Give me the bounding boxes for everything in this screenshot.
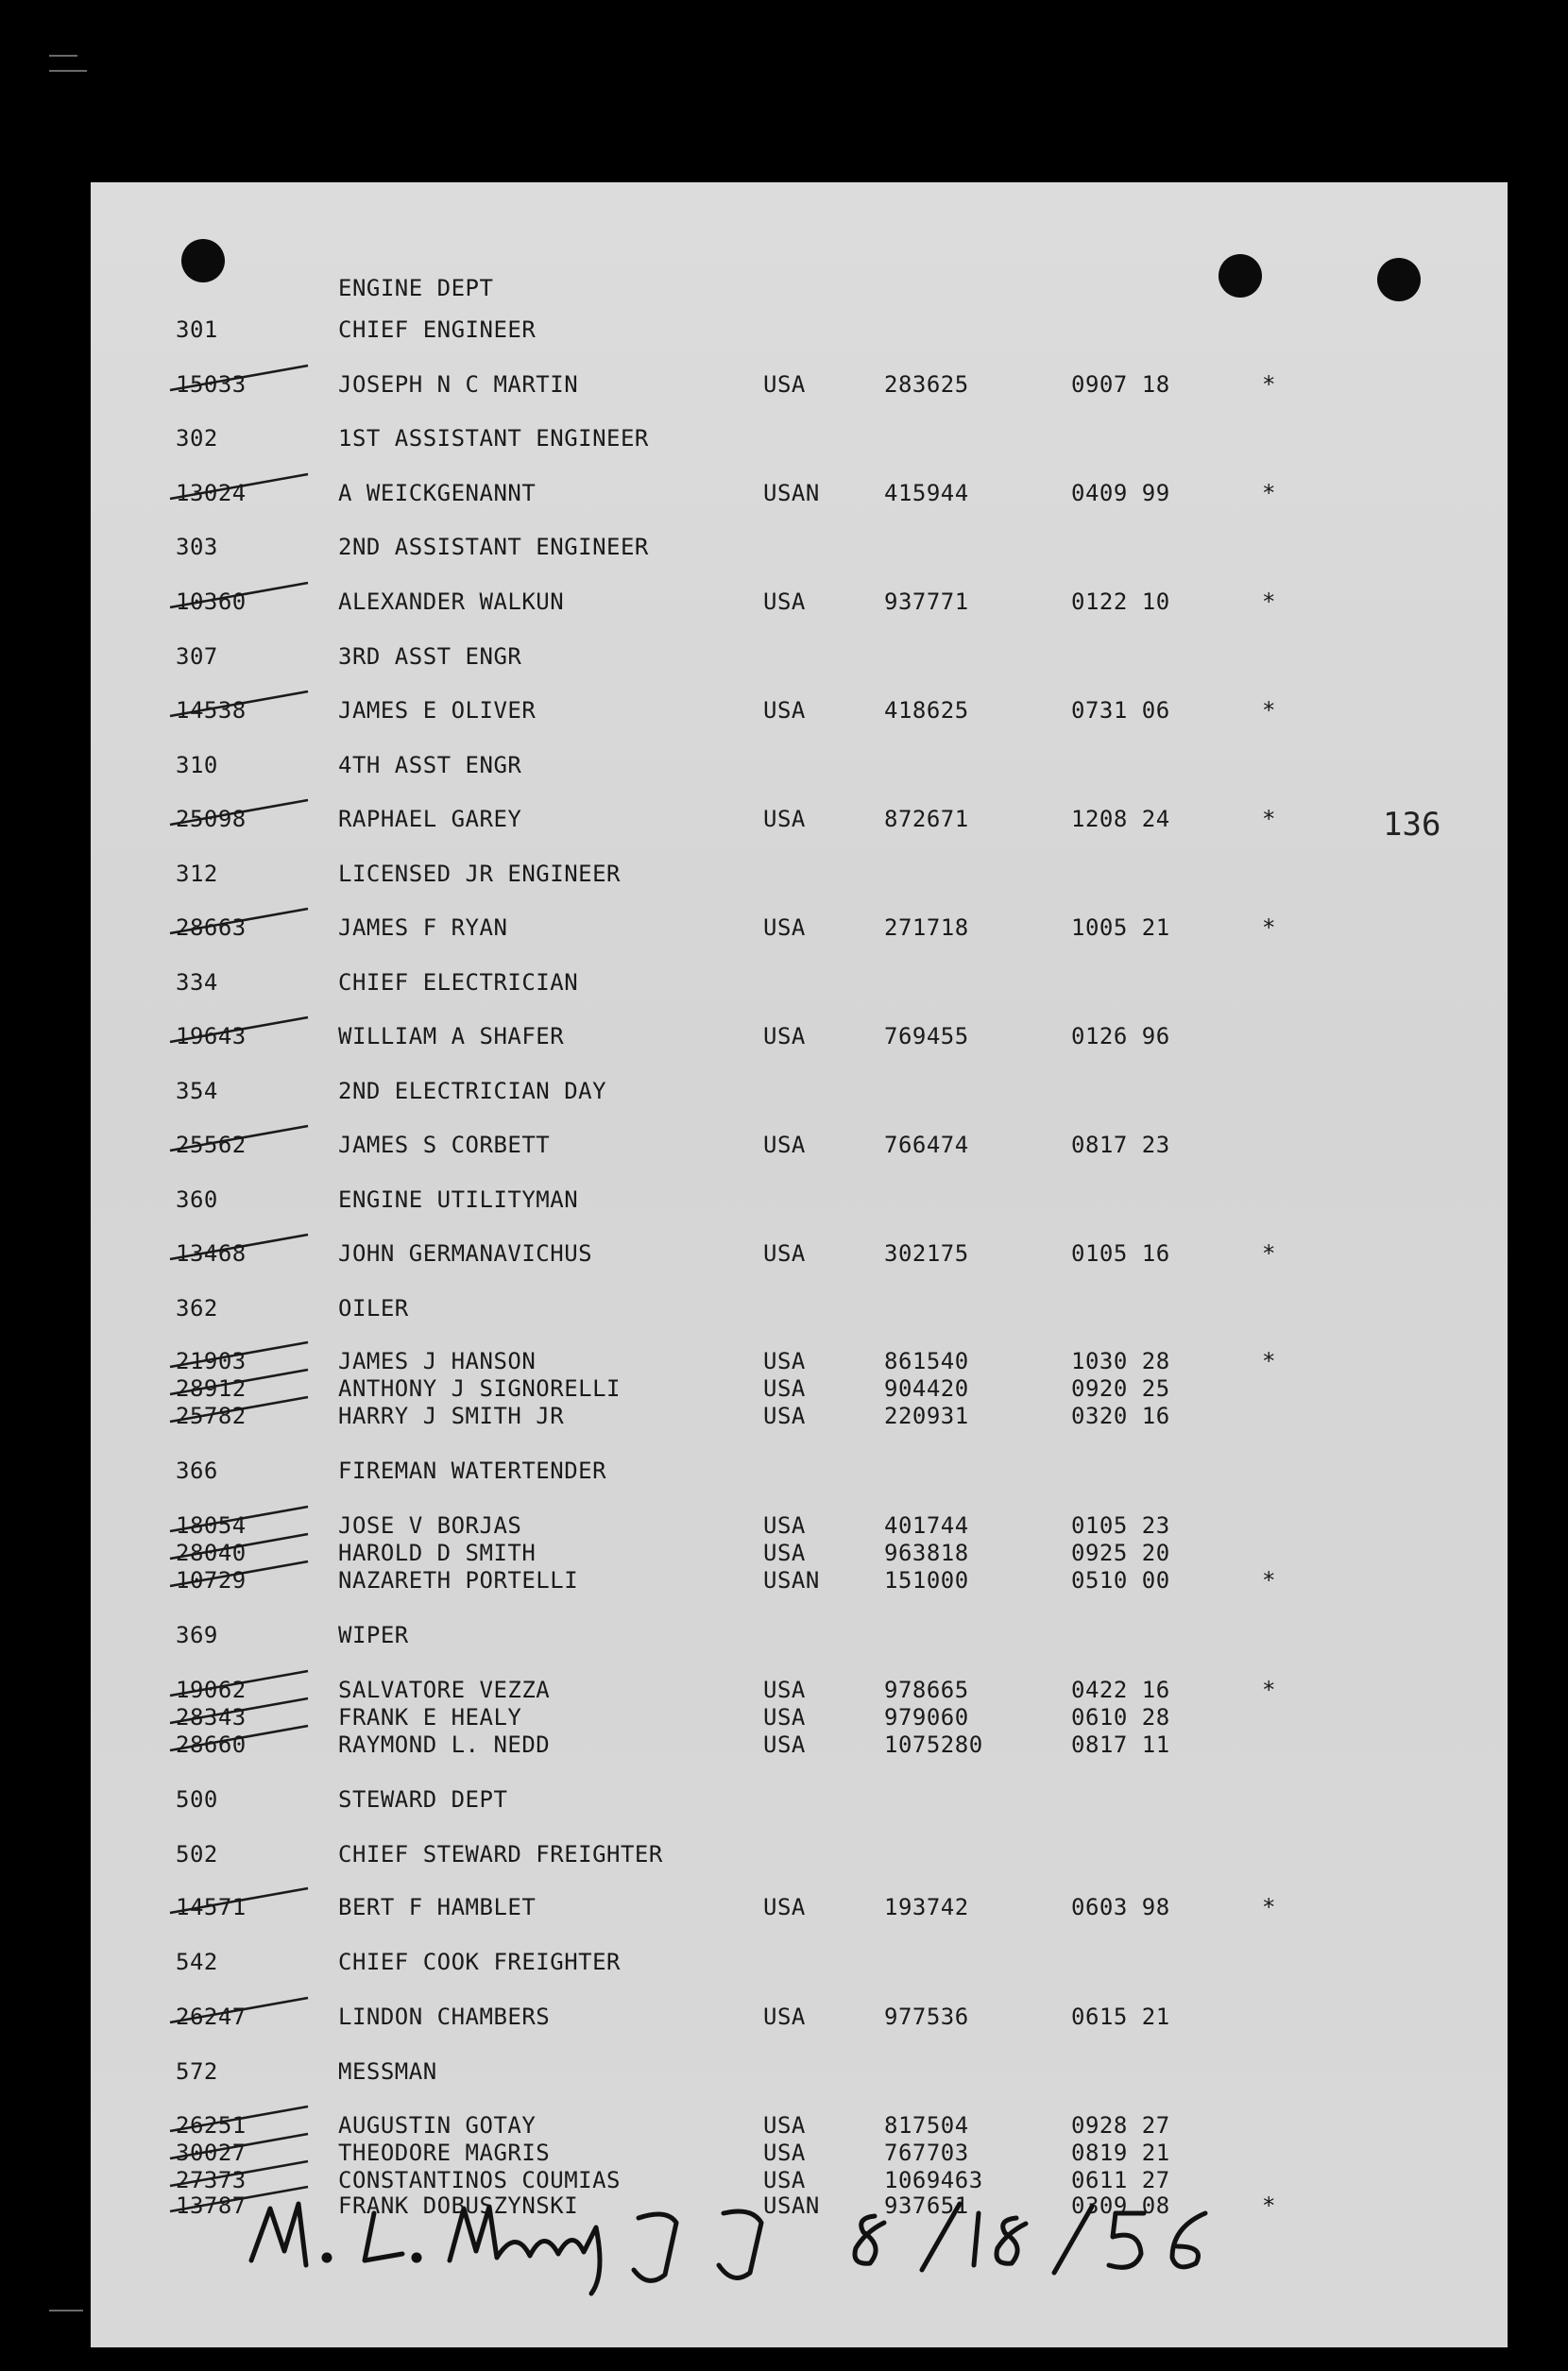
crew-name: BERT F HAMBLET [338,1894,537,1920]
crew-date: 0122 10 [1071,588,1170,615]
crew-number: 25782 [176,1403,247,1429]
crew-date: 0105 16 [1071,1240,1170,1267]
crew-date: 0819 21 [1071,2140,1170,2166]
crew-nationality: USA [763,588,806,615]
crew-number: 28343 [176,1704,247,1731]
crew-date: 0603 98 [1071,1894,1170,1920]
crew-id-number: 283625 [884,371,969,398]
crew-number: 25562 [176,1132,247,1158]
crew-id-number: 769455 [884,1023,969,1049]
crew-nationality: USA [763,914,806,941]
crew-mark: * [1262,914,1276,941]
crew-date: 0422 16 [1071,1677,1170,1703]
crew-name: ALEXANDER WALKUN [338,588,565,615]
crew-nationality: USA [763,2167,806,2193]
crew-nationality: USA [763,1894,806,1920]
position-title: WIPER [338,1622,409,1648]
position-title: CHIEF STEWARD FREIGHTER [338,1841,663,1868]
crew-id-number: 861540 [884,1348,969,1374]
crew-date: 0105 23 [1071,1512,1170,1539]
crew-date: 0126 96 [1071,1023,1170,1049]
crew-id-number: 220931 [884,1403,969,1429]
strike-through-mark [166,1881,317,1928]
position-code: 362 [176,1295,218,1322]
position-title: 2ND ELECTRICIAN DAY [338,1078,607,1104]
punch-hole [1219,254,1262,298]
crew-number: 28663 [176,914,247,941]
crew-mark: * [1262,1894,1276,1920]
position-title: MESSMAN [338,2058,437,2085]
crew-name: LINDON CHAMBERS [338,2004,551,2030]
crew-nationality: USA [763,371,806,398]
crew-date: 0409 99 [1071,480,1170,506]
crew-id-number: 193742 [884,1894,969,1920]
crew-nationality: USA [763,2140,806,2166]
crew-name: NAZARETH PORTELLI [338,1567,579,1594]
strike-through-mark [166,684,317,731]
crew-name: RAPHAEL GAREY [338,806,522,832]
position-title: ENGINE UTILITYMAN [338,1186,579,1213]
position-code: 303 [176,534,218,560]
crew-mark: * [1262,480,1276,506]
crew-name: JOHN GERMANAVICHUS [338,1240,593,1267]
crew-number: 13024 [176,480,247,506]
strike-through-mark [166,1990,317,2038]
crew-nationality: USA [763,1348,806,1374]
strike-through-mark [166,1010,317,1057]
position-code: 360 [176,1186,218,1213]
crew-date: 0907 18 [1071,371,1170,398]
crew-number: 10729 [176,1567,247,1594]
crew-id-number: 401744 [884,1512,969,1539]
crew-number: 19062 [176,1677,247,1703]
strike-through-mark [166,358,317,405]
crew-nationality: USA [763,697,806,724]
crew-id-number: 1069463 [884,2167,983,2193]
crew-name: JAMES E OLIVER [338,697,537,724]
position-title: 1ST ASSISTANT ENGINEER [338,425,649,452]
position-title: OILER [338,1295,409,1322]
position-code: 502 [176,1841,218,1868]
position-code: 572 [176,2058,218,2085]
crew-date: 0920 25 [1071,1375,1170,1402]
crew-number: 28040 [176,1540,247,1566]
crew-name: JOSE V BORJAS [338,1512,522,1539]
position-code: 366 [176,1458,218,1484]
crew-name: JAMES J HANSON [338,1348,537,1374]
strike-through-mark [166,1118,317,1166]
crew-name: A WEICKGENANNT [338,480,537,506]
crew-id-number: 978665 [884,1677,969,1703]
strike-through-mark [166,901,317,948]
crew-date: 0731 06 [1071,697,1170,724]
crew-date: 0925 20 [1071,1540,1170,1566]
document-page [91,182,1508,2347]
crew-number: 14571 [176,1894,247,1920]
crew-id-number: 151000 [884,1567,969,1594]
crew-nationality: USA [763,1240,806,1267]
punch-hole [181,239,225,282]
crew-mark: * [1262,697,1276,724]
crew-date: 1030 28 [1071,1348,1170,1374]
position-code: 307 [176,643,218,670]
crew-nationality: USA [763,1375,806,1402]
crew-nationality: USA [763,1731,806,1758]
crew-name: SALVATORE VEZZA [338,1677,551,1703]
margin-mark [49,70,87,72]
department-header: ENGINE DEPT [338,275,494,301]
crew-number: 18054 [176,1512,247,1539]
crew-mark: * [1262,1240,1276,1267]
position-code: 310 [176,752,218,778]
strike-through-mark [166,1554,317,1601]
crew-name: HARRY J SMITH JR [338,1403,565,1429]
crew-date: 1208 24 [1071,806,1170,832]
position-code: 312 [176,861,218,887]
crew-date: 1005 21 [1071,914,1170,941]
position-title: 2ND ASSISTANT ENGINEER [338,534,649,560]
crew-name: FRANK E HEALY [338,1704,522,1731]
crew-name: FRANK DOBUSZYNSKI [338,2192,579,2219]
position-code: 301 [176,316,218,343]
handwritten-signature [232,2171,1319,2322]
crew-name: HAROLD D SMITH [338,1540,537,1566]
crew-id-number: 418625 [884,697,969,724]
crew-name: RAYMOND L. NEDD [338,1731,551,1758]
crew-number: 27373 [176,2167,247,2193]
strike-through-mark [166,1718,317,1765]
crew-name: JAMES S CORBETT [338,1132,551,1158]
crew-number: 14538 [176,697,247,724]
page-number: 136 [1383,806,1441,844]
crew-mark: * [1262,371,1276,398]
crew-id-number: 415944 [884,480,969,506]
position-title: 3RD ASST ENGR [338,643,522,670]
position-title: CHIEF COOK FREIGHTER [338,1949,621,1975]
crew-number: 28912 [176,1375,247,1402]
crew-nationality: USA [763,2004,806,2030]
crew-date: 0320 16 [1071,1403,1170,1429]
strike-through-mark [166,793,317,840]
crew-id-number: 904420 [884,1375,969,1402]
crew-mark: * [1262,1677,1276,1703]
crew-date: 0928 27 [1071,2112,1170,2139]
crew-nationality: USA [763,1132,806,1158]
crew-number: 26251 [176,2112,247,2139]
crew-date: 0817 11 [1071,1731,1170,1758]
crew-number: 15033 [176,371,247,398]
crew-nationality: USA [763,806,806,832]
crew-id-number: 817504 [884,2112,969,2139]
crew-date: 0309 08 [1071,2192,1170,2219]
position-code: 354 [176,1078,218,1104]
crew-nationality: USA [763,2112,806,2139]
strike-through-mark [166,1390,317,1437]
crew-name: AUGUSTIN GOTAY [338,2112,537,2139]
margin-mark [49,2310,83,2311]
crew-id-number: 937771 [884,588,969,615]
crew-mark: * [1262,1348,1276,1374]
crew-nationality: USA [763,1023,806,1049]
crew-id-number: 937651 [884,2192,969,2219]
crew-nationality: USA [763,1403,806,1429]
crew-name: THEODORE MAGRIS [338,2140,551,2166]
crew-id-number: 963818 [884,1540,969,1566]
crew-id-number: 872671 [884,806,969,832]
crew-number: 10360 [176,588,247,615]
position-code: 500 [176,1786,218,1813]
position-code: 542 [176,1949,218,1975]
crew-name: ANTHONY J SIGNORELLI [338,1375,621,1402]
crew-name: CONSTANTINOS COUMIAS [338,2167,621,2193]
punch-hole [1377,258,1421,301]
crew-id-number: 1075280 [884,1731,983,1758]
position-title: CHIEF ENGINEER [338,316,537,343]
position-title: STEWARD DEPT [338,1786,508,1813]
crew-nationality: USA [763,1540,806,1566]
crew-id-number: 271718 [884,914,969,941]
position-code: 369 [176,1622,218,1648]
crew-date: 0510 00 [1071,1567,1170,1594]
crew-number: 21903 [176,1348,247,1374]
crew-date: 0610 28 [1071,1704,1170,1731]
crew-id-number: 977536 [884,2004,969,2030]
position-title: CHIEF ELECTRICIAN [338,969,579,996]
position-code: 302 [176,425,218,452]
crew-id-number: 979060 [884,1704,969,1731]
crew-nationality: USA [763,1512,806,1539]
crew-nationality: USA [763,1677,806,1703]
crew-number: 19643 [176,1023,247,1049]
position-title: 4TH ASST ENGR [338,752,522,778]
crew-id-number: 766474 [884,1132,969,1158]
crew-number: 13787 [176,2192,247,2219]
crew-id-number: 302175 [884,1240,969,1267]
position-title: LICENSED JR ENGINEER [338,861,621,887]
crew-nationality: USAN [763,2192,820,2219]
crew-number: 26247 [176,2004,247,2030]
margin-mark [49,55,77,57]
crew-mark: * [1262,1567,1276,1594]
position-code: 334 [176,969,218,996]
crew-number: 30027 [176,2140,247,2166]
crew-mark: * [1262,2192,1276,2219]
position-title: FIREMAN WATERTENDER [338,1458,607,1484]
crew-number: 25098 [176,806,247,832]
crew-name: WILLIAM A SHAFER [338,1023,565,1049]
crew-name: JAMES F RYAN [338,914,508,941]
crew-number: 13468 [176,1240,247,1267]
strike-through-mark [166,1227,317,1274]
crew-date: 0817 23 [1071,1132,1170,1158]
crew-mark: * [1262,588,1276,615]
strike-through-mark [166,467,317,514]
strike-through-mark [166,575,317,623]
crew-date: 0611 27 [1071,2167,1170,2193]
crew-nationality: USAN [763,1567,820,1594]
crew-name: JOSEPH N C MARTIN [338,371,579,398]
crew-nationality: USA [763,1704,806,1731]
crew-nationality: USAN [763,480,820,506]
crew-number: 28660 [176,1731,247,1758]
crew-date: 0615 21 [1071,2004,1170,2030]
crew-id-number: 767703 [884,2140,969,2166]
crew-mark: * [1262,806,1276,832]
